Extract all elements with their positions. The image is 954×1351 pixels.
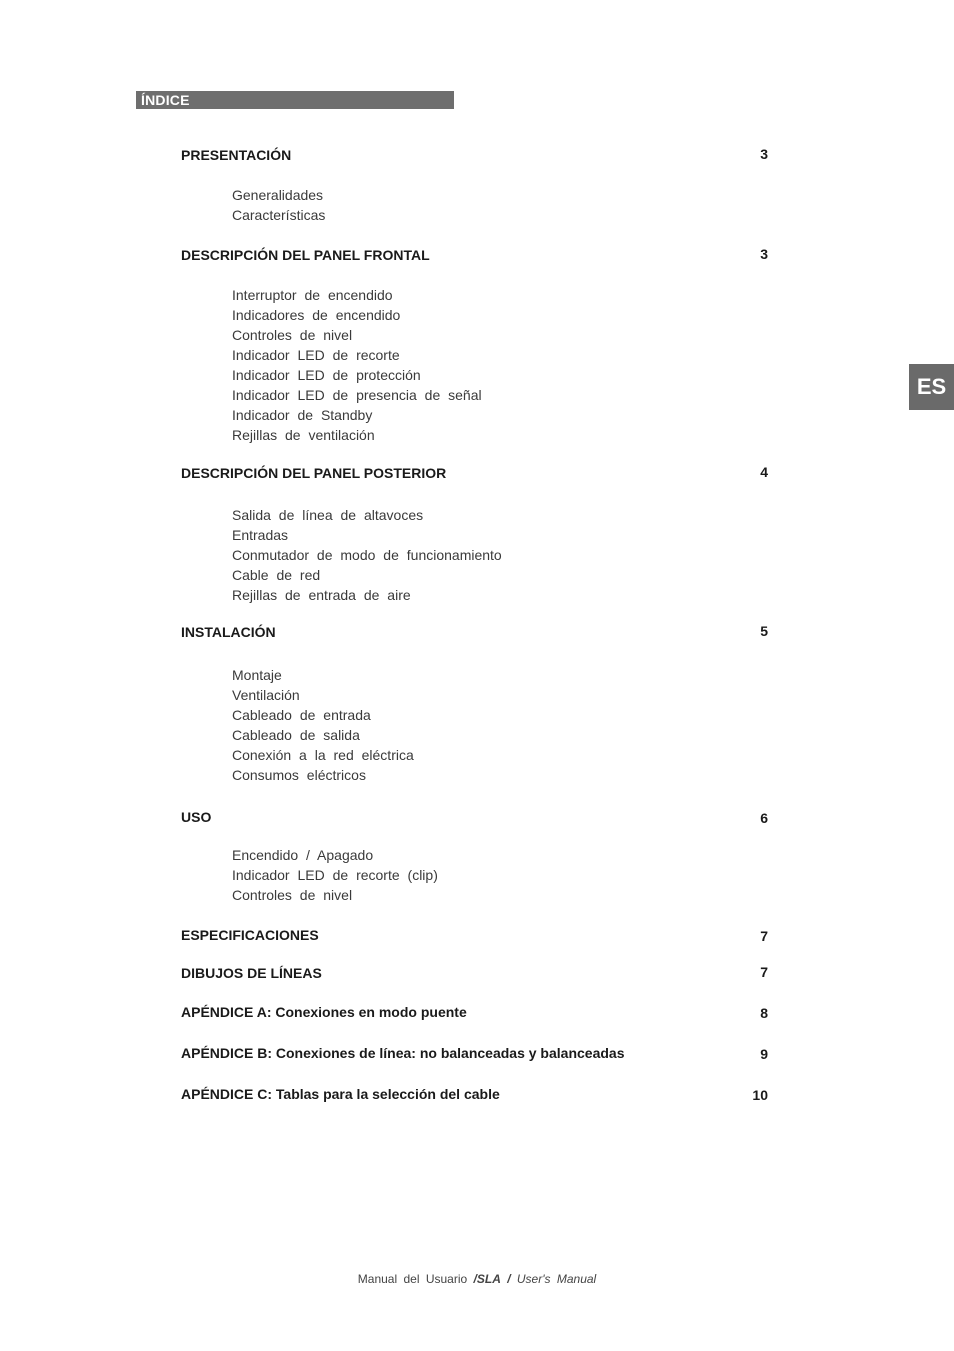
footer-manual-en: User's Manual: [516, 1272, 597, 1286]
toc-heading: DESCRIPCIÓN DEL PANEL FRONTAL: [181, 247, 430, 263]
index-title: ÍNDICE: [141, 92, 190, 108]
toc-heading: DESCRIPCIÓN DEL PANEL POSTERIOR: [181, 465, 447, 481]
toc-subitem: Cableado de salida: [232, 727, 360, 743]
toc-page-number: 4: [760, 464, 768, 480]
toc-subitem: Indicadores de encendido: [232, 307, 401, 323]
footer-manual-es: Manual del Usuario: [357, 1272, 468, 1286]
toc-heading: INSTALACIÓN: [181, 624, 276, 640]
language-tab: ES: [909, 364, 954, 410]
page-footer: [0, 1272, 954, 1286]
toc-heading: APÉNDICE C: Tablas para la selección del cable: [181, 1086, 500, 1102]
toc-subitem: Encendido / Apagado: [232, 847, 374, 863]
toc-page-number: 5: [760, 623, 768, 639]
toc-heading: ESPECIFICACIONES: [181, 927, 319, 943]
toc-heading: USO: [181, 809, 212, 825]
toc-subitem: Características: [232, 207, 326, 223]
toc-page-number: 7: [760, 928, 768, 944]
toc-subitem: Controles de nivel: [232, 327, 353, 343]
toc-subitem: Salida de línea de altavoces: [232, 507, 424, 523]
toc-heading: APÉNDICE B: Conexiones de línea: no balanceadas y balanceadas: [181, 1045, 625, 1061]
toc-page-number: 8: [760, 1005, 768, 1021]
toc-page-number: 10: [752, 1087, 768, 1103]
footer-separator: /: [473, 1272, 477, 1286]
toc-page-number: 6: [760, 810, 768, 826]
footer-separator: /: [507, 1272, 511, 1286]
footer-model: SLA: [476, 1272, 501, 1286]
toc-page-number: 3: [760, 146, 768, 162]
toc-subitem: Conmutador de modo de funcionamiento: [232, 547, 502, 563]
toc-subitem: Ventilación: [232, 687, 300, 703]
toc-heading: PRESENTACIÓN: [181, 147, 292, 163]
toc-subitem: Interruptor de encendido: [232, 287, 393, 303]
toc-subitem: Cable de red: [232, 567, 321, 583]
toc-page-number: 9: [760, 1046, 768, 1062]
toc-subitem: Indicador LED de presencia de señal: [232, 387, 482, 403]
toc-subitem: Indicador LED de recorte (clip): [232, 867, 438, 883]
toc-subitem: Entradas: [232, 527, 289, 543]
toc-subitem: Indicador LED de protección: [232, 367, 421, 383]
toc-subitem: Generalidades: [232, 187, 324, 203]
toc-heading: DIBUJOS DE LÍNEAS: [181, 965, 322, 981]
toc-subitem: Rejillas de ventilación: [232, 427, 375, 443]
toc-subitem: Indicador LED de recorte: [232, 347, 400, 363]
toc-subitem: Rejillas de entrada de aire: [232, 587, 411, 603]
index-title-bar: [136, 91, 454, 109]
toc-subitem: Controles de nivel: [232, 887, 353, 903]
toc-page-number: 7: [760, 964, 768, 980]
toc-page-number: 3: [760, 246, 768, 262]
toc-heading: APÉNDICE A: Conexiones en modo puente: [181, 1004, 467, 1020]
toc-subitem: Indicador de Standby: [232, 407, 373, 423]
toc-subitem: Cableado de entrada: [232, 707, 371, 723]
toc-subitem: Conexión a la red eléctrica: [232, 747, 414, 763]
toc-subitem: Consumos eléctricos: [232, 767, 366, 783]
toc-subitem: Montaje: [232, 667, 282, 683]
